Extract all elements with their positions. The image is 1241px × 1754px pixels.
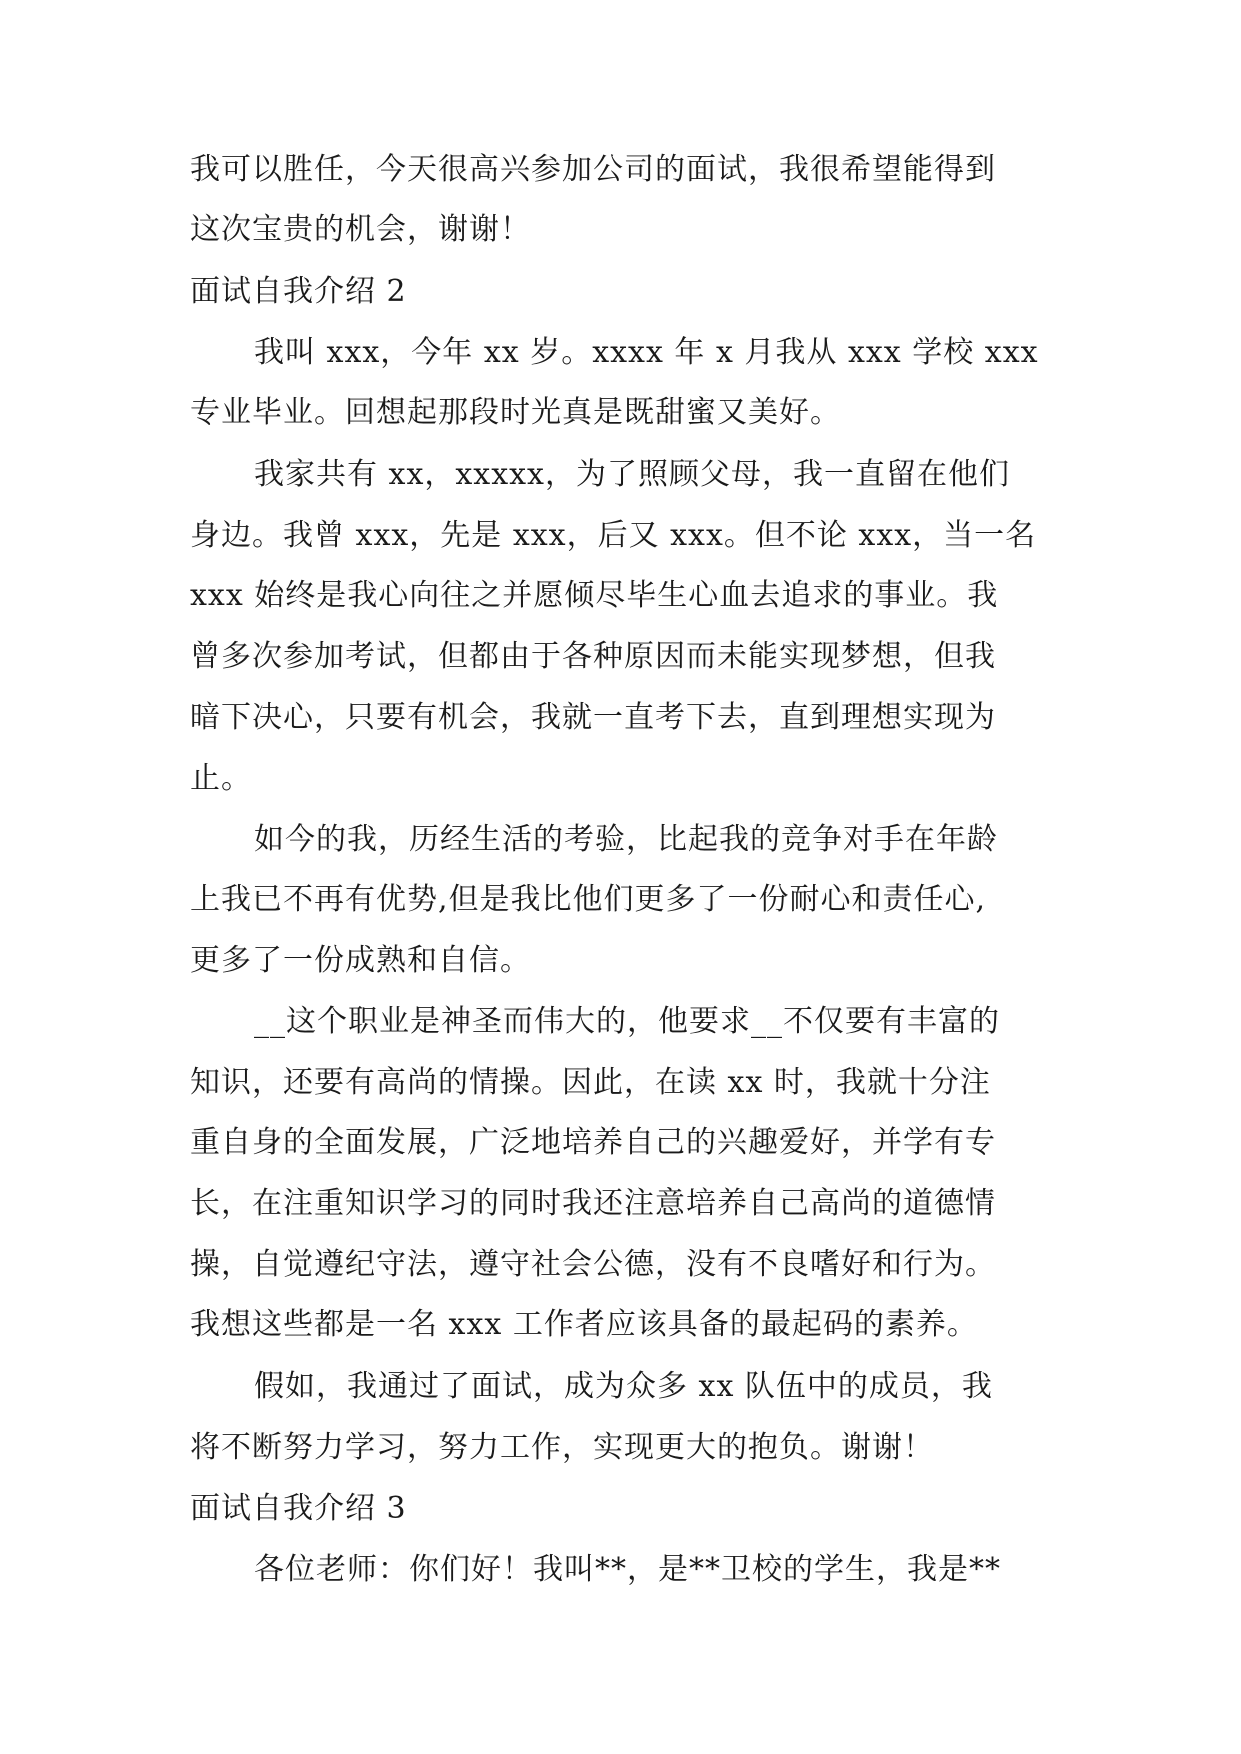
text-line: 操，自觉遵纪守法，遵守社会公德，没有不良嗜好和行为。 bbox=[190, 1247, 996, 1282]
section-heading: 面试自我介绍 2 bbox=[190, 274, 407, 309]
text-line: 我可以胜任，今天很高兴参加公司的面试，我很希望能得到 bbox=[190, 152, 996, 187]
text-line: 知识，还要有高尚的情操。因此，在读 xx 时，我就十分注 bbox=[190, 1065, 991, 1100]
text-line: 长，在注重知识学习的同时我还注意培养自己高尚的道德情 bbox=[190, 1186, 996, 1221]
text-line: 止。 bbox=[190, 761, 252, 796]
text-line: xxx 始终是我心向往之并愿倾尽毕生心血去追求的事业。我 bbox=[190, 578, 999, 613]
text-line: 将不断努力学习，努力工作，实现更大的抱负。谢谢！ bbox=[190, 1430, 934, 1465]
text-line: 曾多次参加考试，但都由于各种原因而未能实现梦想，但我 bbox=[190, 639, 996, 674]
text-line: 重自身的全面发展，广泛地培养自己的兴趣爱好，并学有专 bbox=[190, 1125, 996, 1160]
paragraph-first-line: 假如，我通过了面试，成为众多 xx 队伍中的成员，我 bbox=[254, 1369, 993, 1404]
paragraph-first-line: 各位老师：你们好！我叫**，是**卫校的学生，我是** bbox=[254, 1552, 1001, 1587]
text-line: 专业毕业。回想起那段时光真是既甜蜜又美好。 bbox=[190, 395, 841, 430]
text-line: 这次宝贵的机会，谢谢！ bbox=[190, 212, 531, 247]
section-heading: 面试自我介绍 3 bbox=[190, 1491, 407, 1526]
text-line: 身边。我曾 xxx，先是 xxx，后又 xxx。但不论 xxx，当一名 bbox=[190, 518, 1037, 553]
text-line: 更多了一份成熟和自信。 bbox=[190, 943, 531, 978]
text-line: 上我已不再有优势,但是我比他们更多了一份耐心和责任心, bbox=[190, 882, 987, 917]
text-line: 我想这些都是一名 xxx 工作者应该具备的最起码的素养。 bbox=[190, 1307, 978, 1342]
paragraph-first-line: __这个职业是神圣而伟大的，他要求__不仅要有丰富的 bbox=[254, 1004, 1000, 1039]
text-line: 暗下决心，只要有机会，我就一直考下去，直到理想实现为 bbox=[190, 700, 996, 735]
paragraph-first-line: 如今的我，历经生活的考验，比起我的竞争对手在年龄 bbox=[254, 822, 998, 857]
paragraph-first-line: 我家共有 xx，xxxxx，为了照顾父母，我一直留在他们 bbox=[254, 457, 1010, 492]
paragraph-first-line: 我叫 xxx，今年 xx 岁。xxxx 年 x 月我从 xxx 学校 xxx bbox=[254, 335, 1039, 370]
